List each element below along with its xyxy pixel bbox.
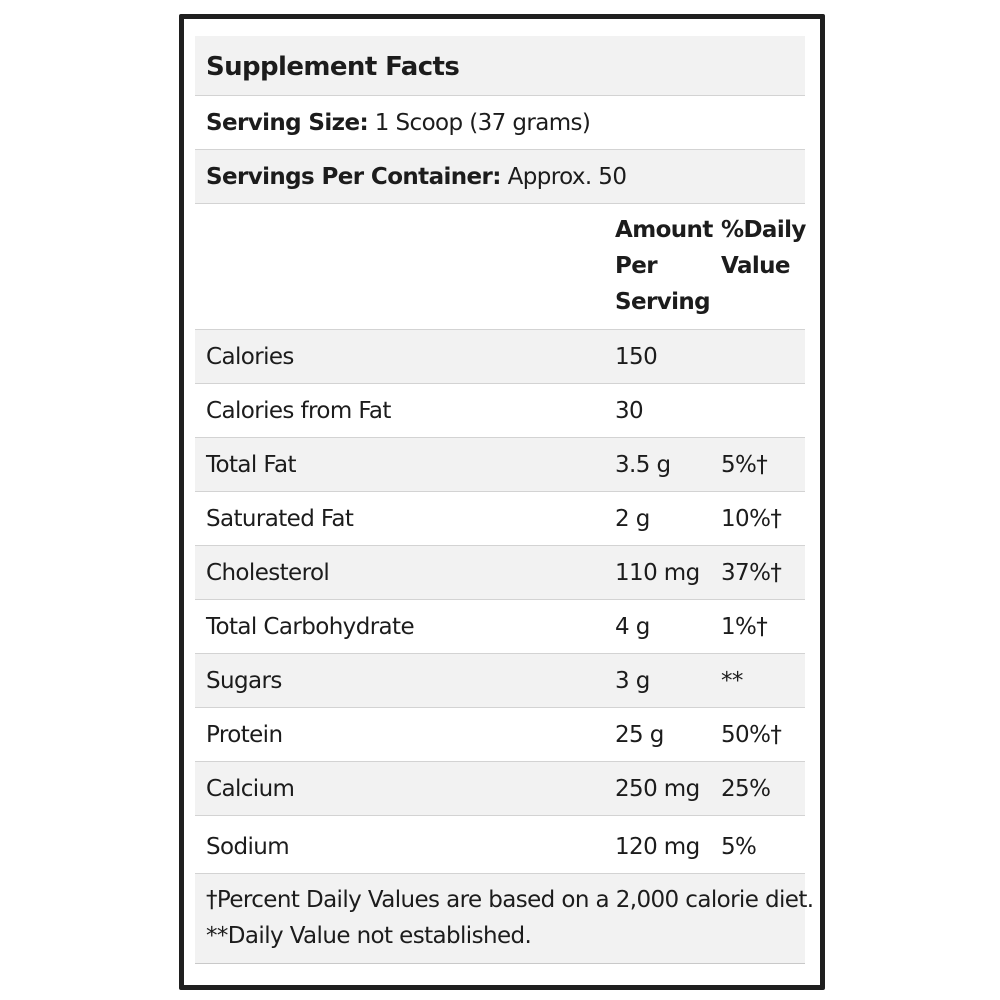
nutrient-row xyxy=(195,330,805,384)
nutrient-amount: 110 mg xyxy=(615,560,700,586)
nutrient-amount: 25 g xyxy=(615,722,664,748)
panel-title: Supplement Facts xyxy=(206,52,460,82)
nutrient-amount: 150 xyxy=(615,344,658,370)
nutrient-amount: 2 g xyxy=(615,506,650,532)
nutrient-daily-value: 37%† xyxy=(721,560,782,586)
nutrient-daily-value: 1%† xyxy=(721,614,768,640)
nutrient-name: Saturated Fat xyxy=(206,506,354,532)
column-header-row xyxy=(195,204,805,330)
nutrient-daily-value: 50%† xyxy=(721,722,782,748)
nutrient-amount: 3 g xyxy=(615,668,650,694)
nutrient-name: Total Carbohydrate xyxy=(206,614,415,640)
servings-per-container-label: Servings Per Container: xyxy=(206,164,501,190)
nutrient-name: Calories xyxy=(206,344,294,370)
nutrient-name: Calories from Fat xyxy=(206,398,391,424)
nutrient-row xyxy=(195,438,805,492)
serving-size-value: 1 Scoop (37 grams) xyxy=(374,110,591,136)
nutrient-row xyxy=(195,492,805,546)
nutrient-daily-value: 10%† xyxy=(721,506,782,532)
nutrient-row xyxy=(195,762,805,816)
serving-size-row xyxy=(195,96,805,150)
nutrient-name: Cholesterol xyxy=(206,560,330,586)
nutrient-name: Total Fat xyxy=(206,452,296,478)
footnotes xyxy=(195,874,814,964)
nutrient-daily-value: 5%† xyxy=(721,452,768,478)
servings-per-container-value: Approx. 50 xyxy=(507,164,627,190)
nutrient-name: Sugars xyxy=(206,668,282,694)
servings-per-container-row xyxy=(195,150,805,204)
supplement-facts-table xyxy=(195,36,814,964)
amount-column-header: Amount Per Serving xyxy=(615,217,713,315)
nutrient-row xyxy=(195,600,805,654)
nutrient-amount: 30 xyxy=(615,398,644,424)
nutrient-name: Protein xyxy=(206,722,283,748)
nutrient-daily-value: 5% xyxy=(721,834,757,860)
title-row xyxy=(195,36,805,96)
nutrient-row xyxy=(195,546,805,600)
nutrient-row xyxy=(195,708,805,762)
footnote-not-established: **Daily Value not established. xyxy=(206,923,532,949)
nutrient-amount: 3.5 g xyxy=(615,452,671,478)
nutrient-amount: 120 mg xyxy=(615,834,700,860)
nutrient-row xyxy=(195,384,805,438)
nutrient-daily-value: 25% xyxy=(721,776,771,802)
nutrient-daily-value: ** xyxy=(721,668,743,694)
nutrient-row xyxy=(195,654,805,708)
nutrient-amount: 4 g xyxy=(615,614,650,640)
nutrient-name: Sodium xyxy=(206,834,290,860)
nutrient-row xyxy=(195,816,805,874)
footnote-daily-values: †Percent Daily Values are based on a 2,000 calorie diet. xyxy=(206,887,814,913)
serving-size-label: Serving Size: xyxy=(206,110,369,136)
nutrient-amount: 250 mg xyxy=(615,776,700,802)
nutrient-name: Calcium xyxy=(206,776,295,802)
supplement-facts-panel xyxy=(179,14,825,990)
daily-value-column-header: %Daily Value xyxy=(721,217,806,279)
